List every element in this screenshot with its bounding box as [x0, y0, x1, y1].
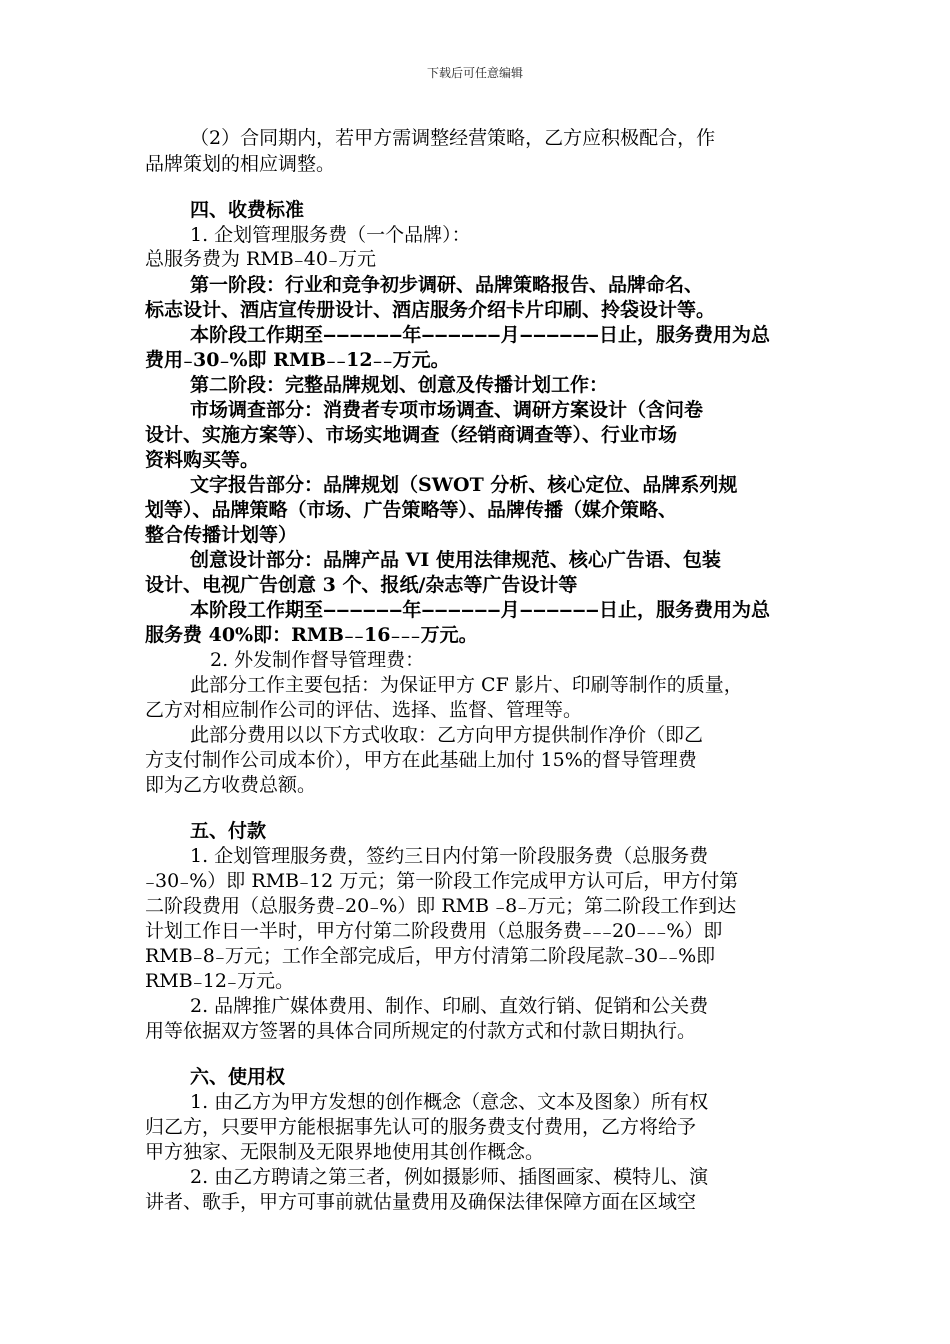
paragraph-line: 乙方对相应制作公司的评估、选择、监督、管理等。	[145, 699, 583, 721]
paragraph-line: 2. 品牌推广媒体费用、制作、印刷、直效行销、促销和公关费	[190, 995, 709, 1017]
paragraph-line: 计划工作日一半时，甲方付第二阶段费用（总服务费₋₋₋20₋₋₋%）即	[145, 920, 723, 942]
paragraph-line: 本阶段工作期至‒‒‒‒‒‒年‒‒‒‒‒‒月‒‒‒‒‒‒日止，服务费用为总	[190, 324, 770, 346]
paragraph-line: 文字报告部分：品牌规划（SWOT 分析、核心定位、品牌系列规	[190, 474, 738, 496]
paragraph-line: 标志设计、酒店宣传册设计、酒店服务介绍卡片印刷、拎袋设计等。	[145, 299, 716, 321]
paragraph-line: 甲方独家、无限制及无限界地使用其创作概念。	[145, 1141, 545, 1163]
paragraph-line: 服务费 40%即：RMB₋₋16₋₋₋万元。	[145, 624, 478, 646]
paragraph-line: 此部分工作主要包括：为保证甲方 CF 影片、印刷等制作的质量，	[190, 674, 743, 696]
section-heading: 五、付款	[190, 820, 267, 842]
paragraph-line: 品牌策划的相应调整。	[145, 153, 336, 175]
paragraph-line: 1. 企划管理服务费（一个品牌）：	[190, 224, 471, 246]
paragraph-line: 讲者、歌手，甲方可事前就估量费用及确保法律保障方面在区域空	[145, 1191, 697, 1213]
paragraph-line: 划等）、品牌策略（市场、广告策略等）、品牌传播（媒介策略、	[145, 499, 678, 521]
paragraph-line: RMB₋8₋万元；工作全部完成后，甲方付清第二阶段尾款₋30₋₋%即	[145, 945, 716, 967]
paragraph-line: 整合传播计划等）	[145, 524, 298, 546]
paragraph-line: 市场调查部分：消费者专项市场调查、调研方案设计（含问卷	[190, 399, 704, 421]
paragraph-line: 创意设计部分：品牌产品 VI 使用法律规范、核心广告语、包装	[190, 549, 721, 571]
paragraph-line: （2）合同期内，若甲方需调整经营策略，乙方应积极配合，作	[190, 127, 716, 149]
paragraph-line: 方支付制作公司成本价），甲方在此基础上加付 15%的督导管理费	[145, 749, 697, 771]
paragraph-line: ₋30₋%）即 RMB₋12 万元；第一阶段工作完成甲方认可后，甲方付第	[145, 870, 739, 892]
paragraph-line: 本阶段工作期至‒‒‒‒‒‒年‒‒‒‒‒‒月‒‒‒‒‒‒日止，服务费用为总	[190, 599, 770, 621]
paragraph-line: 即为乙方收费总额。	[145, 774, 317, 796]
paragraph-line: RMB₋12₋万元。	[145, 970, 294, 992]
paragraph-line: 2. 外发制作督导管理费：	[210, 649, 425, 671]
paragraph-line: 设计、实施方案等）、市场实地调查（经销商调查等）、行业市场	[145, 424, 678, 446]
header-note: 下载后可任意编辑	[426, 66, 523, 80]
paragraph-line: 2. 由乙方聘请之第三者，例如摄影师、插图画家、模特儿、演	[190, 1166, 709, 1188]
paragraph-line: 二阶段费用（总服务费₋20₋%）即 RMB ₋8₋万元；第二阶段工作到达	[145, 895, 737, 917]
paragraph-line: 设计、电视广告创意 3 个、报纸/杂志等广告设计等	[145, 574, 578, 596]
section-heading: 六、使用权	[190, 1066, 286, 1088]
paragraph-line: 用等依据双方签署的具体合同所规定的付款方式和付款日期执行。	[145, 1020, 697, 1042]
section-heading: 四、收费标准	[190, 199, 305, 221]
paragraph-line: 总服务费为 RMB₋40₋万元	[145, 248, 376, 270]
paragraph-line: 1. 由乙方为甲方发想的创作概念（意念、文本及图象）所有权	[190, 1091, 709, 1113]
paragraph-line: 第二阶段：完整品牌规划、创意及传播计划工作：	[190, 374, 609, 396]
paragraph-line: 1. 企划管理服务费，签约三日内付第一阶段服务费（总服务费	[190, 845, 709, 867]
paragraph-line: 归乙方，只要甲方能根据事先认可的服务费支付费用，乙方将给予	[145, 1116, 697, 1138]
paragraph-line: 此部分费用以以下方式收取：乙方向甲方提供制作净价（即乙	[190, 724, 704, 746]
paragraph-line: 费用₋30₋%即 RMB₋₋12₋₋万元。	[145, 349, 450, 371]
paragraph-line: 资料购买等。	[145, 449, 260, 471]
paragraph-line: 第一阶段：行业和竞争初步调研、品牌策略报告、品牌命名、	[190, 274, 704, 296]
